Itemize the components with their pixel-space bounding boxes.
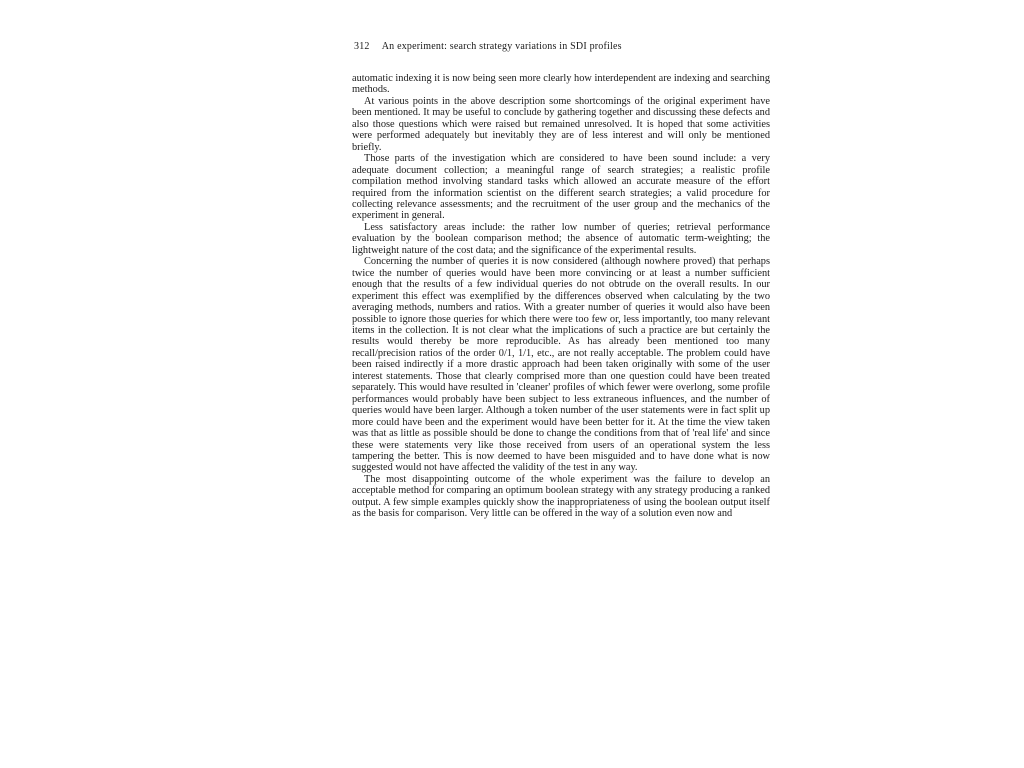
running-header [354,40,770,53]
paragraph-2: At various points in the above description some shortcomings of the original experiment have been mentioned. It may be useful to conclude by gathering together and discussing these defects and also those questions which were raised but remained unresolved. It is hoped that some activities were performed adequately but inevitably they are of less interest and will only be mentioned briefly. [352,95,770,153]
paragraph-4: Less satisfactory areas include: the rather low number of queries; retrieval performance evaluation by the boolean comparison method; the absence of automatic term-weighting; the lightweight nature of the cost data; and the significance of the experimental results. [352,221,770,256]
body-text [352,73,770,520]
paragraph-3: Those parts of the investigation which are considered to have been sound include: a very adequate document collection; a meaningful range of search strategies; a realistic profile compilation method involving standard tasks which allowed an accurate measure of the effort required from the information scientist on the different search strategies; a valid procedure for collecting relevance assessments; and the recruitment of the user group and the mechanics of the experiment in general. [352,153,770,222]
page-number: 312 [354,41,370,52]
paragraph-1: automatic indexing it is now being seen more clearly how interdependent are indexing and searching methods. [352,73,770,96]
paragraph-6: The most disappointing outcome of the whole experiment was the failure to develop an acceptable method for comparing an optimum boolean strategy with any strategy producing a ranked output. A few simple examples quickly show the inappropriateness of using the boolean output itself as the basis for comparison. Very little can be offered in the way of a solution even now and [352,473,770,520]
paragraph-5: Concerning the number of queries it is now considered (although nowhere proved) that perhaps twice the number of queries would have been more convincing or at least a number sufficient enough that the results of a few individual queries do not obtrude on the overall results. In our experiment this effect was exemplified by the differences observed when calculating by the two averaging methods, numbers and ratios. With a greater number of queries it would also have been possible to ignore those queries for which there were too few or, less importantly, too many relevant items in the collection. It is not clear what the implications of such a practice are but certainly the results would thereby be more reproducible. As has already been mentioned too many recall/precision ratios of the order 0/1, 1/1, etc., are not really acceptable. The problem could have been raised indirectly if a more drastic approach had been taken originally with some of the user interest statements. Those that clearly comprised more than one question could have been treated separately. This would have resulted in 'cleaner' profiles of which fewer were overlong, some profile performances would probably have been subject to less extraneous influences, and the number of queries would have been larger. Although a token number of the user statements were in fact split up more could have been and the experiment would have been better for it. At the time the view taken was that as little as possible should be done to change the conditions from that of 'real life' and since these were statements very like those received from users of an operational system the less tampering the better. This is now deemed to have been misguided and to have done what is now suggested would not have affected the validity of the test in any way. [352,256,770,474]
running-title: An experiment: search strategy variations in SDI profiles [381,41,622,52]
book-page [352,40,770,760]
